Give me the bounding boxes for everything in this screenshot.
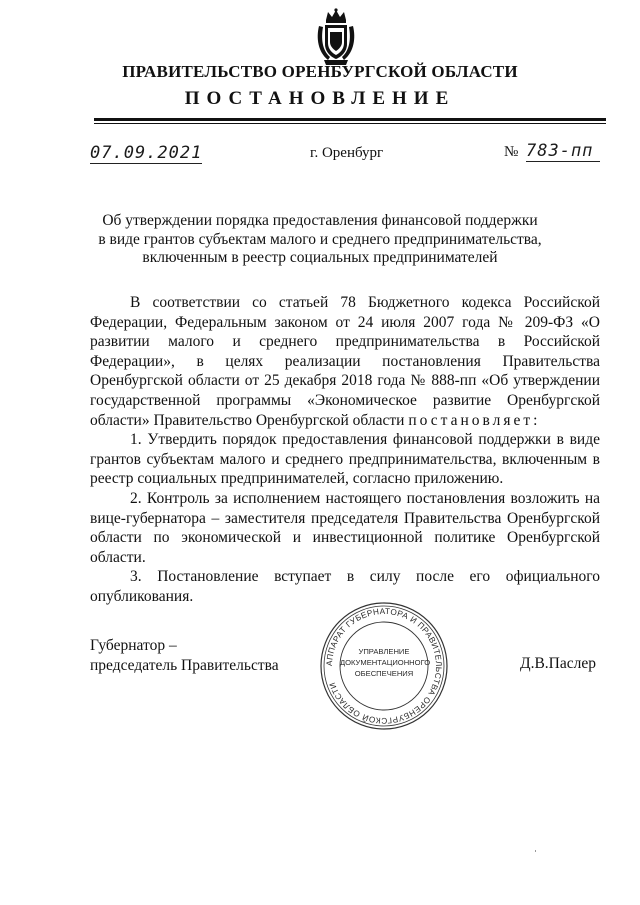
stamp-line: УПРАВЛЕНИЕ	[358, 647, 410, 656]
title-line: в виде грантов субъектам малого и среднего предпринимательства,	[98, 230, 542, 248]
signatory-position	[90, 636, 279, 675]
body-paragraph-1: 1. Утвердить порядок предоставления финансовой поддержки в виде грантов субъектам малого и среднего предпринимательства, включенным в реестр социальных предпринимателей, согласно приложению.	[90, 431, 600, 488]
position-line: председатель Правительства	[90, 656, 279, 674]
resolution-word: постановляет:	[408, 411, 541, 429]
scan-speck	[535, 850, 536, 852]
preamble-text: В соответствии со статьей 78 Бюджетного кодекса Российской Федерации, Федеральным законом от 24 июля 2007 года № 209-ФЗ «О развитии малого и среднего предпринимательства в Российской Федерации», в целях реализации постановления Правительства Оренбургской области от 25 декабря 2018 года № 888-пп «Об утверждении государственной программы «Экономическое развитие Оренбургской области» Правительство Оренбургской области	[90, 294, 600, 429]
document-type: ПОСТАНОВЛЕНИЕ	[184, 88, 456, 109]
stamp-ring-text: АППАРАТ ГУБЕРНАТОРА И ПРАВИТЕЛЬСТВА ОРЕНБУРГСКОЙ ОБЛАСТИ	[324, 606, 444, 726]
stamp-line: ОБЕСПЕЧЕНИЯ	[354, 669, 414, 678]
body-paragraph-3: 3. Постановление вступает в силу после его официального опубликования.	[90, 568, 600, 605]
oblast-coat-of-arms-icon	[314, 8, 358, 66]
document-date: 07.09.2021	[90, 143, 203, 163]
number-sign: №	[504, 144, 519, 160]
document-title	[60, 212, 580, 268]
body-paragraph-2: 2. Контроль за исполнением настоящего постановления возложить на вице-губернатора – заместителя председателя Правительства Оренбургской области по экономической и инвестиционной политике Оренбургской области.	[90, 489, 600, 566]
header-rule-thin	[94, 123, 606, 124]
stamp-center-text	[340, 646, 431, 679]
title-line: включенным в реестр социальных предпринимателей	[142, 249, 498, 266]
body-paragraph-preamble	[90, 293, 600, 430]
stamp-line: ДОКУМЕНТАЦИОННОГО	[340, 658, 431, 667]
document-number: 783-пп	[526, 141, 600, 162]
document-body	[90, 293, 600, 607]
position-line: Губернатор –	[90, 637, 177, 654]
header-rule-thick	[94, 118, 606, 121]
signatory-name: Д.В.Паслер	[520, 655, 596, 672]
organization-name: ПРАВИТЕЛЬСТВО ОРЕНБУРГСКОЙ ОБЛАСТИ	[122, 62, 518, 81]
document-city: г. Оренбург	[310, 145, 384, 161]
title-line: Об утверждении порядка предоставления финансовой поддержки	[102, 212, 538, 229]
